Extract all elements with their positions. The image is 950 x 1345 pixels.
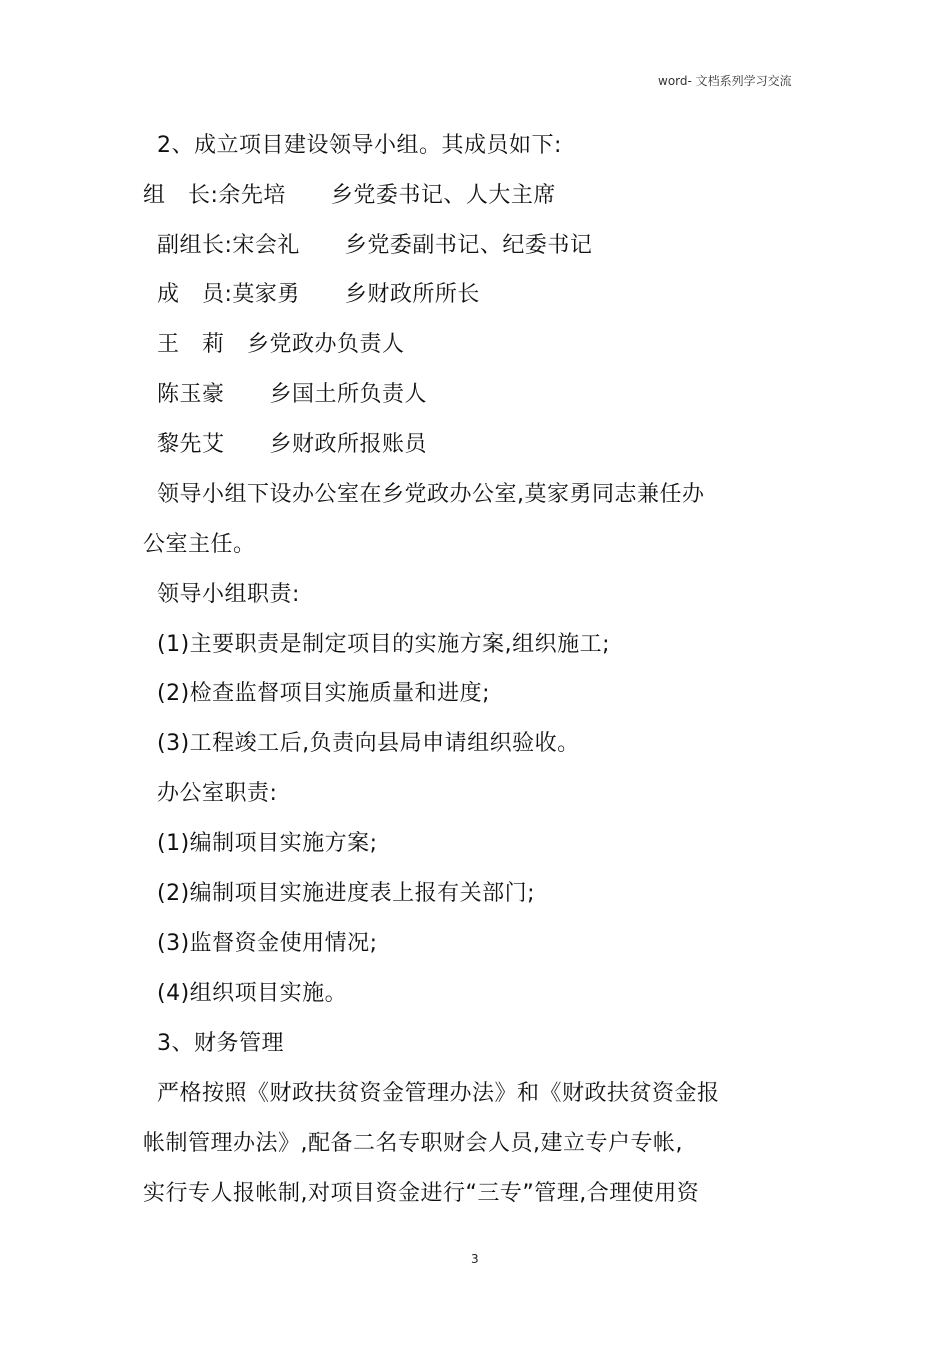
text-line-19: 3、财务管理 [157,1031,284,1056]
text-line-8: 领导小组下设办公室在乡党政办公室,莫家勇同志兼任办 [157,482,705,507]
text-line-20: 严格按照《财政扶贫资金管理办法》和《财政扶贫资金报 [157,1081,720,1106]
text-line-1: 2、成立项目建设领导小组。其成员如下: [157,133,562,158]
text-line-12: (2)检查监督项目实施质量和进度; [157,681,491,706]
text-line-17: (3)监督资金使用情况; [157,931,378,956]
text-line-21: 帐制管理办法》,配备二名专职财会人员,建立专户专帐, [143,1131,683,1156]
text-line-6: 陈玉豪 乡国土所负责人 [157,382,428,407]
text-line-9: 公室主任。 [143,532,256,557]
text-line-11: (1)主要职责是制定项目的实施方案,组织施工; [157,632,611,657]
text-line-10: 领导小组职责: [157,582,300,607]
text-line-5: 王 莉 乡党政办负责人 [157,332,405,357]
text-line-4: 成 员:莫家勇 乡财政所所长 [157,282,480,307]
page-number: 3 [471,1252,479,1266]
text-line-16: (2)编制项目实施进度表上报有关部门; [157,881,536,906]
text-line-15: (1)编制项目实施方案; [157,831,378,856]
text-line-13: (3)工程竣工后,负责向县局申请组织验收。 [157,731,580,756]
page-header: word- 文档系列学习交流 [658,74,792,88]
text-line-2: 组 长:余先培 乡党委书记、人大主席 [143,183,556,208]
text-line-22: 实行专人报帐制,对项目资金进行“三专”管理,合理使用资 [143,1181,700,1206]
text-line-7: 黎先艾 乡财政所报账员 [157,432,428,457]
text-line-3: 副组长:宋会礼 乡党委副书记、纪委书记 [157,233,593,258]
text-line-18: (4)组织项目实施。 [157,981,348,1006]
text-line-14: 办公室职责: [157,781,278,806]
